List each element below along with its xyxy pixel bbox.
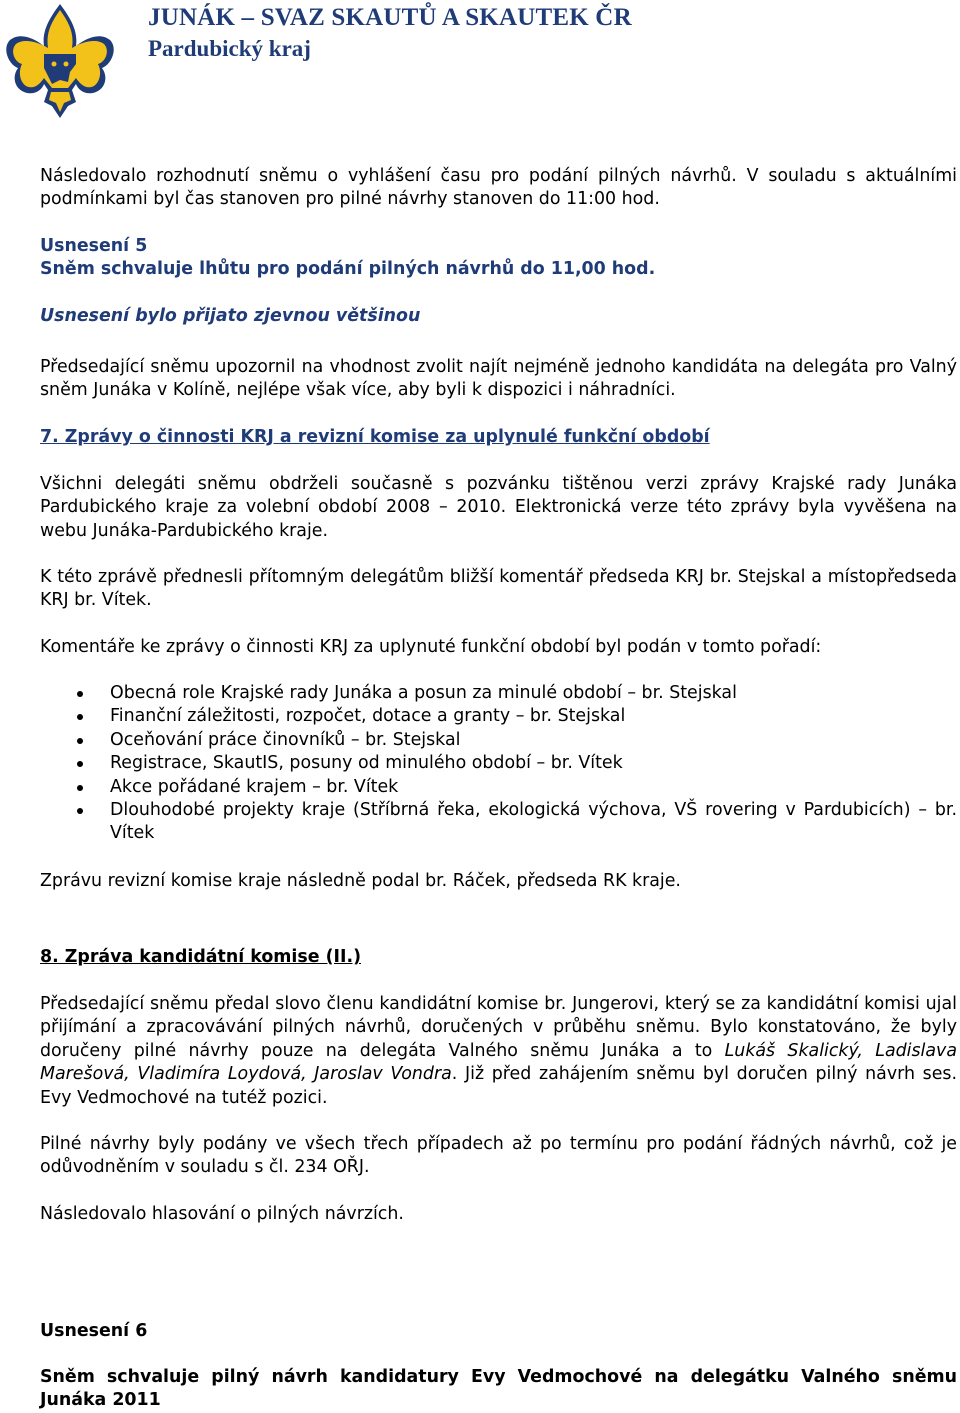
paragraph-delegate-notice: Předsedající sněmu upozornil na vhodnost zvolit najít nejméně jednoho kandidáta na delegáta pro Valný sněm Junáka v Kolíně, nejlépe však více, aby byli k dispozici i náhradníci. (40, 357, 957, 401)
resolution-5-text: Sněm schvaluje lhůtu pro podání pilných návrhů do 11,00 hod. (40, 259, 656, 279)
bullet-icon (77, 808, 83, 814)
section-7-paragraph-4: Zprávu revizní komise kraje následně podal br. Ráček, předseda RK kraje. (40, 871, 681, 891)
list-item: Obecná role Krajské rady Junáka a posun za minulé období – br. Stejskal (40, 682, 957, 705)
list-item: Registrace, SkautIS, posuny od minulého období – br. Vítek (40, 752, 957, 775)
list-item: Akce pořádané krajem – br. Vítek (40, 776, 957, 799)
section-7-paragraph-1: Všichni delegáti sněmu obdrželi současně s pozvánku tištěnou verzi zprávy Krajské rady Junáka Pardubického kraje za volební období 2008 – 2010. Elektronická verze této zprávy byla vyvěšena na webu Junáka-Pardubického kraje. (40, 474, 957, 541)
list-item: Finanční záležitosti, rozpočet, dotace a granty – br. Stejskal (40, 705, 957, 728)
section-7-paragraph-3: Komentáře ke zprávy o činnosti KRJ za uplynuté funkční období byl podán v tomto pořadí: (40, 637, 822, 657)
resolution-6-text: Sněm schvaluje pilný návrh kandidatury Evy Vedmochové na delegátku Valného sněmu Junáka 2011 (40, 1367, 957, 1411)
bullet-icon (77, 691, 83, 697)
list-item: Oceňování práce činovníků – br. Stejskal (40, 729, 957, 752)
section-8-paragraph-2: Pilné návrhy byly podány ve všech třech případech až po termínu pro podání řádných návrhů, což je odůvodněním v souladu s čl. 234 OŘJ. (40, 1134, 957, 1178)
resolution-5-result: Usnesení bylo přijato zjevnou většinou (40, 306, 421, 326)
bullet-icon (77, 761, 83, 767)
organization-name: JUNÁK – SVAZ SKAUTŮ A SKAUTEK ČR (148, 4, 632, 31)
bullet-icon (77, 738, 83, 744)
section-7-paragraph-2: K této zprávě přednesli přítomným delegátům bližší komentář předseda KRJ br. Stejskal a místopředseda KRJ br. Vítek. (40, 567, 957, 611)
section-8-paragraph-1: Předsedající sněmu předal slovo členu kandidátní komise br. Jungerovi, který se za kandidátní komisi ujal přijímání a zpracovávání pilných návrhů, doručených v průběhu sněmu. Bylo konstatováno, že byly doručeny pilné návrhy pouze na delegáta Valného sněmu Junáka a to Lukáš Skalický, Ladislava Marešová, Vladimíra Loydová, Jaroslav Vondra. Již před zahájením sněmu byl doručen pilný návrh ses. Evy Vedmochové na tutéž pozici. (40, 994, 957, 1108)
resolution-6-title: Usnesení 6 (40, 1321, 148, 1341)
bullet-icon (77, 785, 83, 791)
section-8-paragraph-3: Následovalo hlasování o pilných návrzích. (40, 1204, 404, 1224)
bullet-icon (77, 714, 83, 720)
section-7-heading: 7. Zprávy o činnosti KRJ a revizní komise za uplynulé funkční období (40, 427, 710, 447)
resolution-5-title: Usnesení 5 (40, 236, 148, 256)
commentary-list (40, 682, 957, 846)
candidate-names: Lukáš Skalický, Ladislava Marešová, Vladimíra Loydová, Jaroslav Vondra (40, 1040, 957, 1085)
paragraph-time-decision: Následovalo rozhodnutí sněmu o vyhlášení času pro podání pilných návrhů. V souladu s aktuálními podmínkami byl čas stanoven pro pilné návrhy stanoven do 11:00 hod. (40, 166, 957, 210)
region-name: Pardubický kraj (148, 36, 311, 61)
junak-fleur-de-lis-logo (4, 2, 116, 120)
list-item: Dlouhodobé projekty kraje (Stříbrná řeka, ekologická výchova, VŠ rovering v Pardubicích) – br. Vítek (40, 799, 957, 846)
section-8-heading: 8. Zpráva kandidátní komise (II.) (40, 947, 362, 967)
